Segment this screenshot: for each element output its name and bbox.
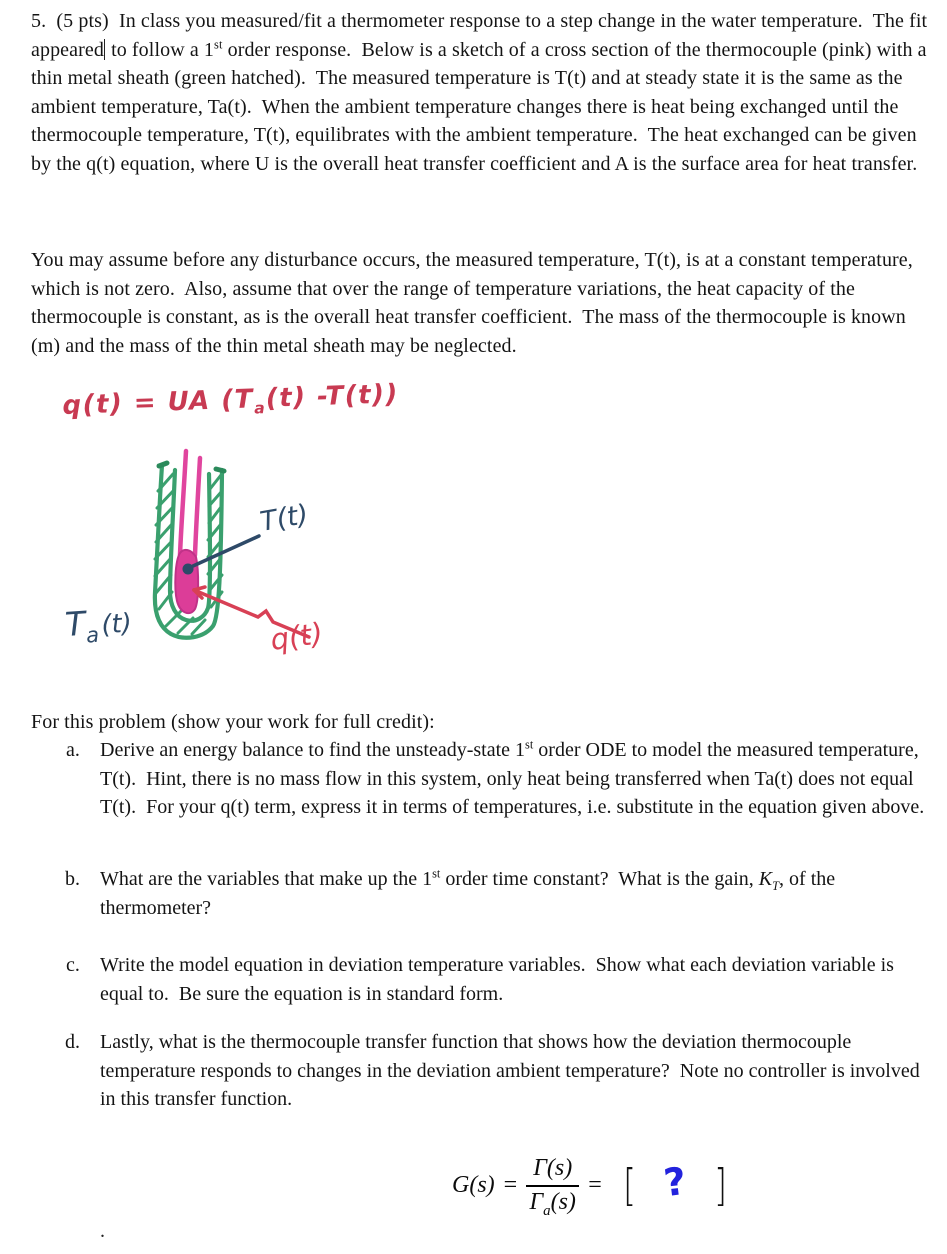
transfer-function-equation <box>452 1146 729 1224</box>
assumptions-paragraph: You may assume before any disturbance occurs, the measured temperature, T(t), is at a constant temperature, which is not zero. Also, assume that over the range of temperature variations, the heat capacity of the thermocouple is constant, as is the overall heat transfer coefficient. The mass of the thermocouple is known (m) and the mass of the thin metal sheath may be neglected. <box>31 249 918 357</box>
gain-subscript: T <box>772 879 780 893</box>
item-c-marker: c. <box>66 954 80 976</box>
item-b-marker: b. <box>65 868 80 890</box>
sheath-rim-marks <box>159 463 224 471</box>
equals-sign: = <box>503 1171 518 1198</box>
open-bracket: [ <box>622 1159 636 1211</box>
item-a-text: Derive an energy balance to find the unsteady-state 1st order ODE to model the measured temperature, T(t). Hint, there is no mass flow in this system, only heat being transferred when Ta(t) does not equal T(t). For your q(t) term, express it in terms of temperatures, i.e. substitute in the equation given above. <box>100 737 925 819</box>
work-prompt: For this problem (show your work for full credit): <box>31 711 435 733</box>
stray-period: . <box>100 1220 105 1242</box>
fraction-numerator: Γ(s) <box>526 1155 579 1187</box>
transfer-function-lhs: G(s) <box>452 1171 495 1198</box>
measured-temp-label: T(t) <box>257 499 311 538</box>
heat-flow-label: q(t) <box>268 615 325 657</box>
thermocouple-sketch <box>58 443 393 693</box>
ordinal-superscript: st <box>525 737 534 752</box>
fraction-denominator: $\Gamma_a(s)$ <box>529 1188 576 1219</box>
laplace-fraction <box>526 1154 579 1219</box>
item-d-text: Lastly, what is the thermocouple transfer function that shows how the deviation thermocouple temperature responds to changes in the deviation ambient temperature? Note no controller is involved in this transfer function. <box>100 1031 925 1111</box>
handwritten-heat-equation: q(t) = UA ($T_a(t)$ -T(t)) <box>62 379 400 421</box>
item-b-text: What are the variables that make up the 1st order time constant? What is the gain, $K_T$, of the thermometer? <box>100 866 841 919</box>
thermocouple-tip <box>175 550 198 613</box>
close-bracket: ] <box>714 1159 727 1211</box>
item-a-marker: a. <box>66 739 80 761</box>
equals-sign: = <box>588 1171 602 1198</box>
text-cursor <box>104 39 105 60</box>
ordinal-superscript: st <box>432 866 441 881</box>
ordinal-superscript: st <box>214 36 223 51</box>
problem-intro-text: 5. (5 pts) In class you measured/fit a thermometer response to a step change in the water temperature. The fit appeared <box>31 10 933 61</box>
ambient-temp-label: $T_a^{(t)}$ <box>63 603 133 648</box>
problem-statement: 5. (5 pts) In class you measured/fit a thermometer response to a step change in the water temperature. The fit appeared to follow a 1st order response. Below is a sketch of a cross section of the thermocouple (pink) with a thin metal sheath (green hatched). The measured temperature is T(t) and at steady state it is the same as the ambient temperature, Ta(t). When the ambient temperature changes there is heat being exchanged until the thermocouple temperature, T(t), equilibrates with the ambient temperature. The heat exchanged can be given by the q(t) equation, where U is the overall heat transfer coefficient and A is the surface area for heat transfer. <box>31 10 933 175</box>
gain-symbol: K <box>758 868 773 890</box>
item-d-marker: d. <box>65 1031 80 1053</box>
thermocouple-wires <box>180 451 200 555</box>
item-c-text: Write the model equation in deviation temperature variables. Show what each deviation variable is equal to. Be sure the equation is in standard form. <box>100 954 899 1005</box>
handwritten-question-mark: ? <box>661 1158 689 1206</box>
